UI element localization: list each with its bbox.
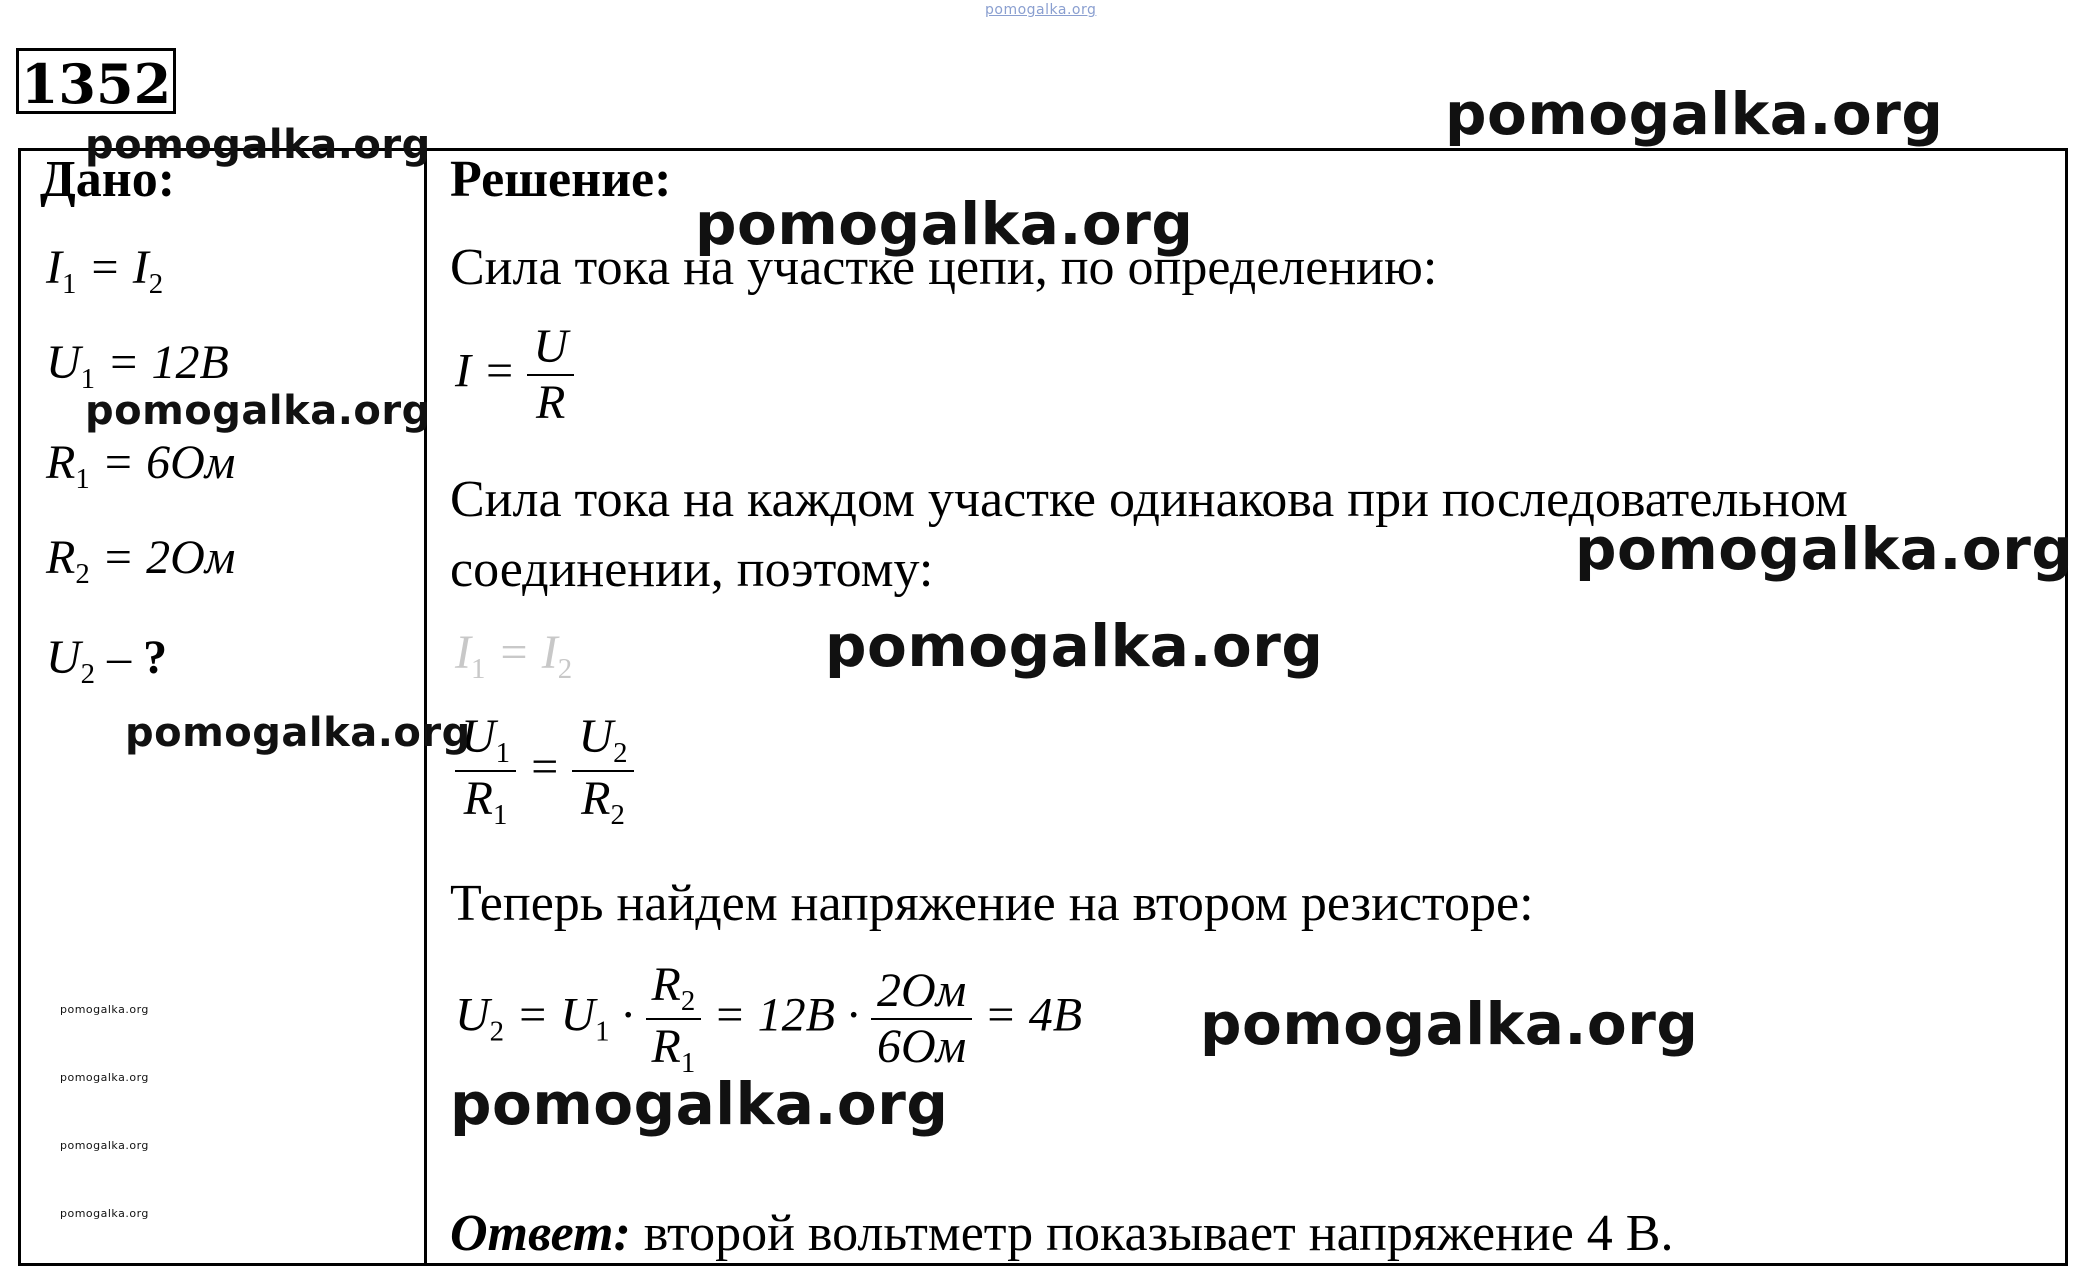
watermark[interactable]: pomogalka.org <box>450 1070 949 1138</box>
watermark[interactable]: pomogalka.org <box>125 710 471 756</box>
watermark[interactable]: pomogalka.org <box>85 122 431 168</box>
answer-text: второй вольтметр показывает напряжение 4 В. <box>630 1205 1674 1262</box>
solution-line-2a: Сила тока на каждом участке одинакова при последовательном <box>450 471 1848 528</box>
ratio-equation: $\frac{U_1}{R_1}$ = $\frac{U_2}{R_2}$ <box>455 712 634 831</box>
solution-line-3: Теперь найдем напряжение на втором резисторе: <box>450 875 1534 932</box>
watermark[interactable]: pomogalka.org <box>695 190 1194 258</box>
given-title: Дано: <box>40 151 176 208</box>
given-u1: $U_1 = 12B$ <box>46 336 229 396</box>
ratio-fraction-2: $\frac{U_2}{R_2}$ <box>572 712 633 831</box>
watermark-tiny[interactable]: pomogalka.org <box>60 1003 149 1016</box>
given-find-u2: $U_2$ – ? <box>46 631 168 691</box>
solution-line-2b: соединении, поэтому: <box>450 541 934 598</box>
problem-number: 1352 <box>16 48 176 114</box>
solution-table <box>18 148 2068 1266</box>
final-fraction-values: $\frac{2Ом}{6Ом}$ <box>871 966 972 1073</box>
final-calculation: $U_2 = U_1$ · $\frac{R_2}{R_1}$ = 12B · $\frac{2Ом}{6Ом}$ = 4B <box>455 958 1083 1080</box>
watermark[interactable]: pomogalka.org <box>1575 515 2074 583</box>
current-equality-faded: $I_1 = I_2$ <box>455 626 573 686</box>
answer-label: Ответ: <box>450 1205 631 1262</box>
ohm-law-formula: I = $\frac{U}{R}$ <box>455 322 574 429</box>
watermark-tiny[interactable]: pomogalka.org <box>60 1071 149 1084</box>
solution-title: Решение: <box>450 151 672 208</box>
ratio-fraction-1: $\frac{U_1}{R_1}$ <box>455 712 516 831</box>
watermark-tiny[interactable]: pomogalka.org <box>60 1207 149 1220</box>
ohm-fraction: $\frac{U}{R}$ <box>527 322 574 429</box>
final-fraction-resistances: $\frac{R_2}{R_1}$ <box>646 960 702 1079</box>
watermark[interactable]: pomogalka.org <box>1200 990 1699 1058</box>
watermark-tiny[interactable]: pomogalka.org <box>60 1139 149 1152</box>
solution-line-1: Сила тока на участке цепи, по определению: <box>450 239 1438 296</box>
column-divider <box>424 148 427 1266</box>
answer-line <box>450 1204 1673 1263</box>
given-r2: $R_2 = 2Ом$ <box>46 531 236 591</box>
given-current-equality: $I_1 = I_2$ <box>46 241 164 301</box>
watermark[interactable]: pomogalka.org <box>1445 80 1944 148</box>
given-r1: $R_1 = 6Ом$ <box>46 436 236 496</box>
watermark[interactable]: pomogalka.org <box>825 612 1324 680</box>
watermark[interactable]: pomogalka.org <box>85 388 431 434</box>
watermark-top[interactable]: pomogalka.org <box>985 2 1097 18</box>
